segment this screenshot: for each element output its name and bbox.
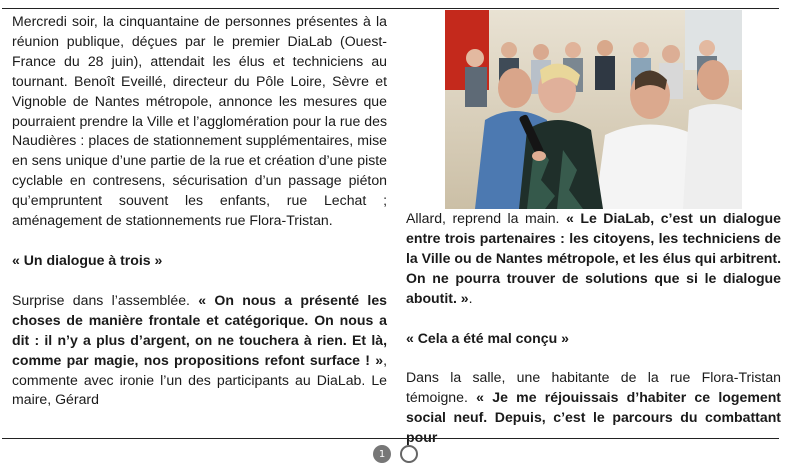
allard-end: .: [468, 289, 473, 306]
habitante-text: Dans la salle, une habitante de la rue Flora-Tristan témoigne.: [406, 369, 781, 406]
meeting-photo: [445, 10, 742, 209]
page-dot-1[interactable]: [373, 445, 391, 463]
subheading-mal-concu: « Cela a été mal conçu »: [406, 329, 569, 346]
right-column: [406, 209, 781, 448]
subheading-dialogue: « Un dialogue à trois »: [12, 251, 163, 268]
surprise-end: , commente avec ironie l’un des participants au DiaLab. Le maire, Gérard: [12, 351, 387, 408]
allard-paragraph: [406, 209, 781, 309]
left-column: [12, 12, 387, 410]
surprise-quote: « On nous a présenté les choses de manière frontale et catégorique. On nous a dit : il n’y a plus d’argent, on ne touchera à rien. Et là, comme par magie, nos propositions refont surface ! »: [12, 291, 387, 368]
intro-paragraph: Mercredi soir, la cinquantaine de personnes présentes à la réunion publique, déçues par le premier DiaLab (Ouest-France du 28 juin), attendait les élus et techniciens au tournant. Benoît Eveillé, directeur du Pôle Loire, Sèvre et Vignoble de Nantes métropole, annonce les mesures que pourraient prendre la Ville et l’agglomération pour la rue des Naudières : places de stationnement supplémentaires, mise en sens unique d’une partie de la rue et création d’une piste cyclable en contresens, sécurisation d’un passage piéton qu’empruntent souvent les enfants, rue Lechat ; aménagement de stationnements rue Flora-Tristan.: [12, 13, 387, 229]
bottom-rule: [2, 438, 779, 439]
public-meeting-photo-icon: [445, 10, 742, 209]
page-indicator: [0, 444, 798, 468]
page-dot-2[interactable]: [400, 445, 418, 463]
allard-text: Allard, reprend la main.: [406, 210, 566, 226]
allard-quote: « Le DiaLab, c’est un dialogue entre trois partenaires : les citoyens, les techniciens de la Ville ou de Nantes métropole, et les élus qui arbitrent. On ne pourra trouver de solutions que si le dialogue aboutit. »: [406, 210, 781, 306]
surprise-paragraph: [12, 291, 387, 410]
habitante-quote: « Je me réjouissais d’habiter ce logement social neuf. Depuis, c’est le parcours du combattant pour: [406, 389, 782, 446]
surprise-text: Surprise dans l’assemblée.: [12, 291, 199, 308]
page-number: 1: [378, 448, 386, 460]
habitante-paragraph: [406, 368, 781, 448]
